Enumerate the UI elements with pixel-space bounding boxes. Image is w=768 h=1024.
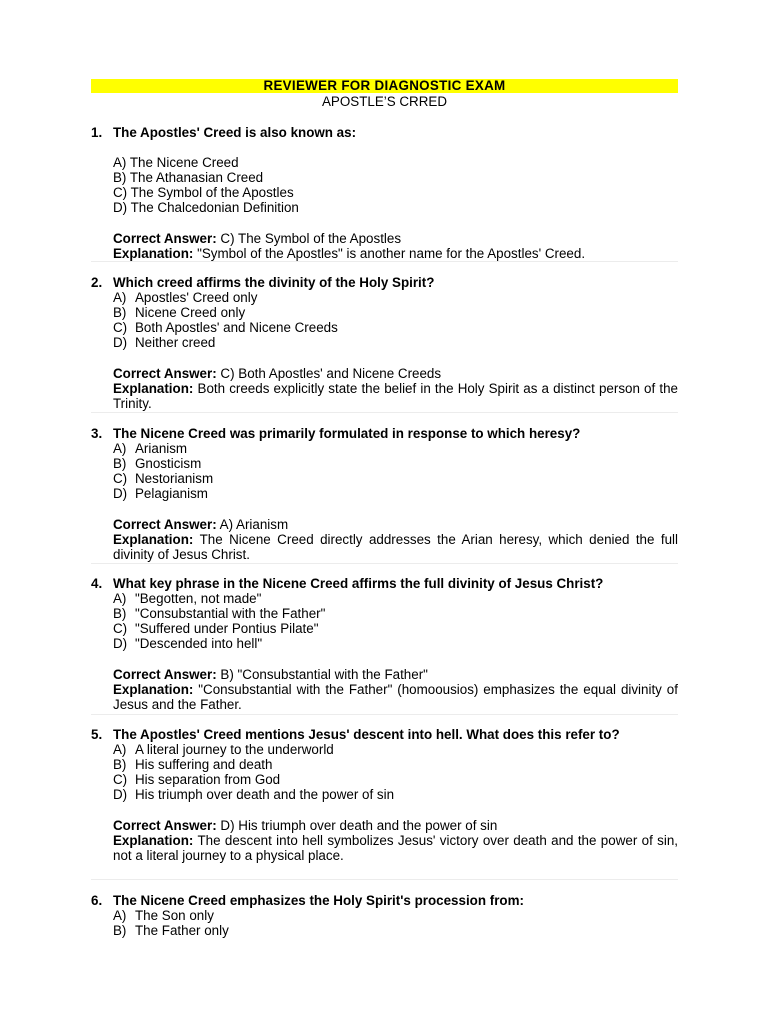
option-b: B) "Consubstantial with the Father"	[113, 606, 326, 622]
question-number: 1.	[91, 125, 103, 140]
question-text: What key phrase in the Nicene Creed affirms the full divinity of Jesus Christ?	[113, 576, 604, 591]
explanation: Explanation: The Nicene Creed directly addresses the Arian heresy, which denied the full divinity of Jesus Christ.	[113, 531, 678, 562]
option-c: C) Nestorianism	[113, 471, 214, 487]
option-a: A) The Nicene Creed	[113, 155, 239, 171]
option-d: D) Pelagianism	[113, 486, 208, 502]
explanation: Explanation: The descent into hell symbolizes Jesus' victory over death and the power of sin, not a literal journey to a physical place.	[113, 832, 678, 863]
option-b: B) His suffering and death	[113, 757, 273, 773]
option-a: A) Arianism	[113, 441, 188, 457]
question-number: 3.	[91, 426, 103, 441]
question-text: The Nicene Creed emphasizes the Holy Spirit's procession from:	[113, 893, 524, 908]
question-text: Which creed affirms the divinity of the Holy Spirit?	[113, 275, 435, 290]
question-3	[91, 426, 678, 562]
divider	[91, 879, 678, 880]
divider	[91, 261, 678, 262]
options-list	[113, 591, 678, 651]
question-number: 2.	[91, 275, 103, 290]
question-text: The Apostles' Creed mentions Jesus' descent into hell. What does this refer to?	[113, 727, 620, 742]
option-a: A) Apostles' Creed only	[113, 290, 258, 306]
question-4	[91, 576, 678, 712]
correct-answer: Correct Answer: D) His triumph over death and the power of sin	[113, 817, 498, 833]
question-number: 6.	[91, 893, 103, 908]
question-1	[91, 125, 678, 261]
page-subtitle: APOSTLE’S CRRED	[321, 94, 447, 109]
question-2	[91, 275, 678, 411]
option-a: A) The Son only	[113, 908, 214, 924]
correct-answer: Correct Answer: C) Both Apostles' and Nicene Creeds	[113, 365, 442, 381]
options-list	[113, 742, 678, 802]
explanation: Explanation: Both creeds explicitly state the belief in the Holy Spirit as a distinct person of the Trinity.	[113, 380, 678, 411]
divider	[91, 563, 678, 564]
option-d: D) The Chalcedonian Definition	[113, 200, 299, 216]
option-d: D) "Descended into hell"	[113, 636, 263, 652]
option-b: B) The Athanasian Creed	[113, 170, 264, 186]
option-a: A) A literal journey to the underworld	[113, 742, 334, 758]
correct-answer: Correct Answer: C) The Symbol of the Apostles	[113, 230, 402, 246]
option-b: B) Gnosticism	[113, 456, 202, 472]
option-c: C) His separation from God	[113, 772, 281, 788]
correct-answer: Correct Answer: A) Arianism	[113, 516, 289, 532]
option-a: A) "Begotten, not made"	[113, 591, 262, 607]
option-b: B) Nicene Creed only	[113, 305, 246, 321]
question-text: The Nicene Creed was primarily formulated in response to which heresy?	[113, 426, 581, 441]
option-d: D) His triumph over death and the power of sin	[113, 787, 395, 803]
divider	[91, 714, 678, 715]
page-title: REVIEWER FOR DIAGNOSTIC EXAM	[263, 78, 506, 93]
question-6	[91, 893, 678, 938]
option-c: C) The Symbol of the Apostles	[113, 185, 294, 201]
option-b: B) The Father only	[113, 923, 229, 939]
options-list	[113, 441, 678, 501]
divider	[91, 412, 678, 413]
options-list	[113, 155, 678, 215]
option-d: D) Neither creed	[113, 335, 216, 351]
question-5	[91, 727, 678, 863]
explanation: Explanation: "Consubstantial with the Father" (homoousios) emphasizes the equal divinity of Jesus and the Father.	[113, 681, 678, 712]
correct-answer: Correct Answer: B) "Consubstantial with the Father"	[113, 666, 428, 682]
options-list	[113, 290, 678, 350]
explanation: Explanation: "Symbol of the Apostles" is another name for the Apostles' Creed.	[113, 245, 586, 261]
question-number: 5.	[91, 727, 103, 742]
option-c: C) "Suffered under Pontius Pilate"	[113, 621, 319, 637]
question-number: 4.	[91, 576, 103, 591]
option-c: C) Both Apostles' and Nicene Creeds	[113, 320, 338, 336]
options-list	[113, 908, 678, 938]
question-text: The Apostles' Creed is also known as:	[113, 125, 357, 140]
